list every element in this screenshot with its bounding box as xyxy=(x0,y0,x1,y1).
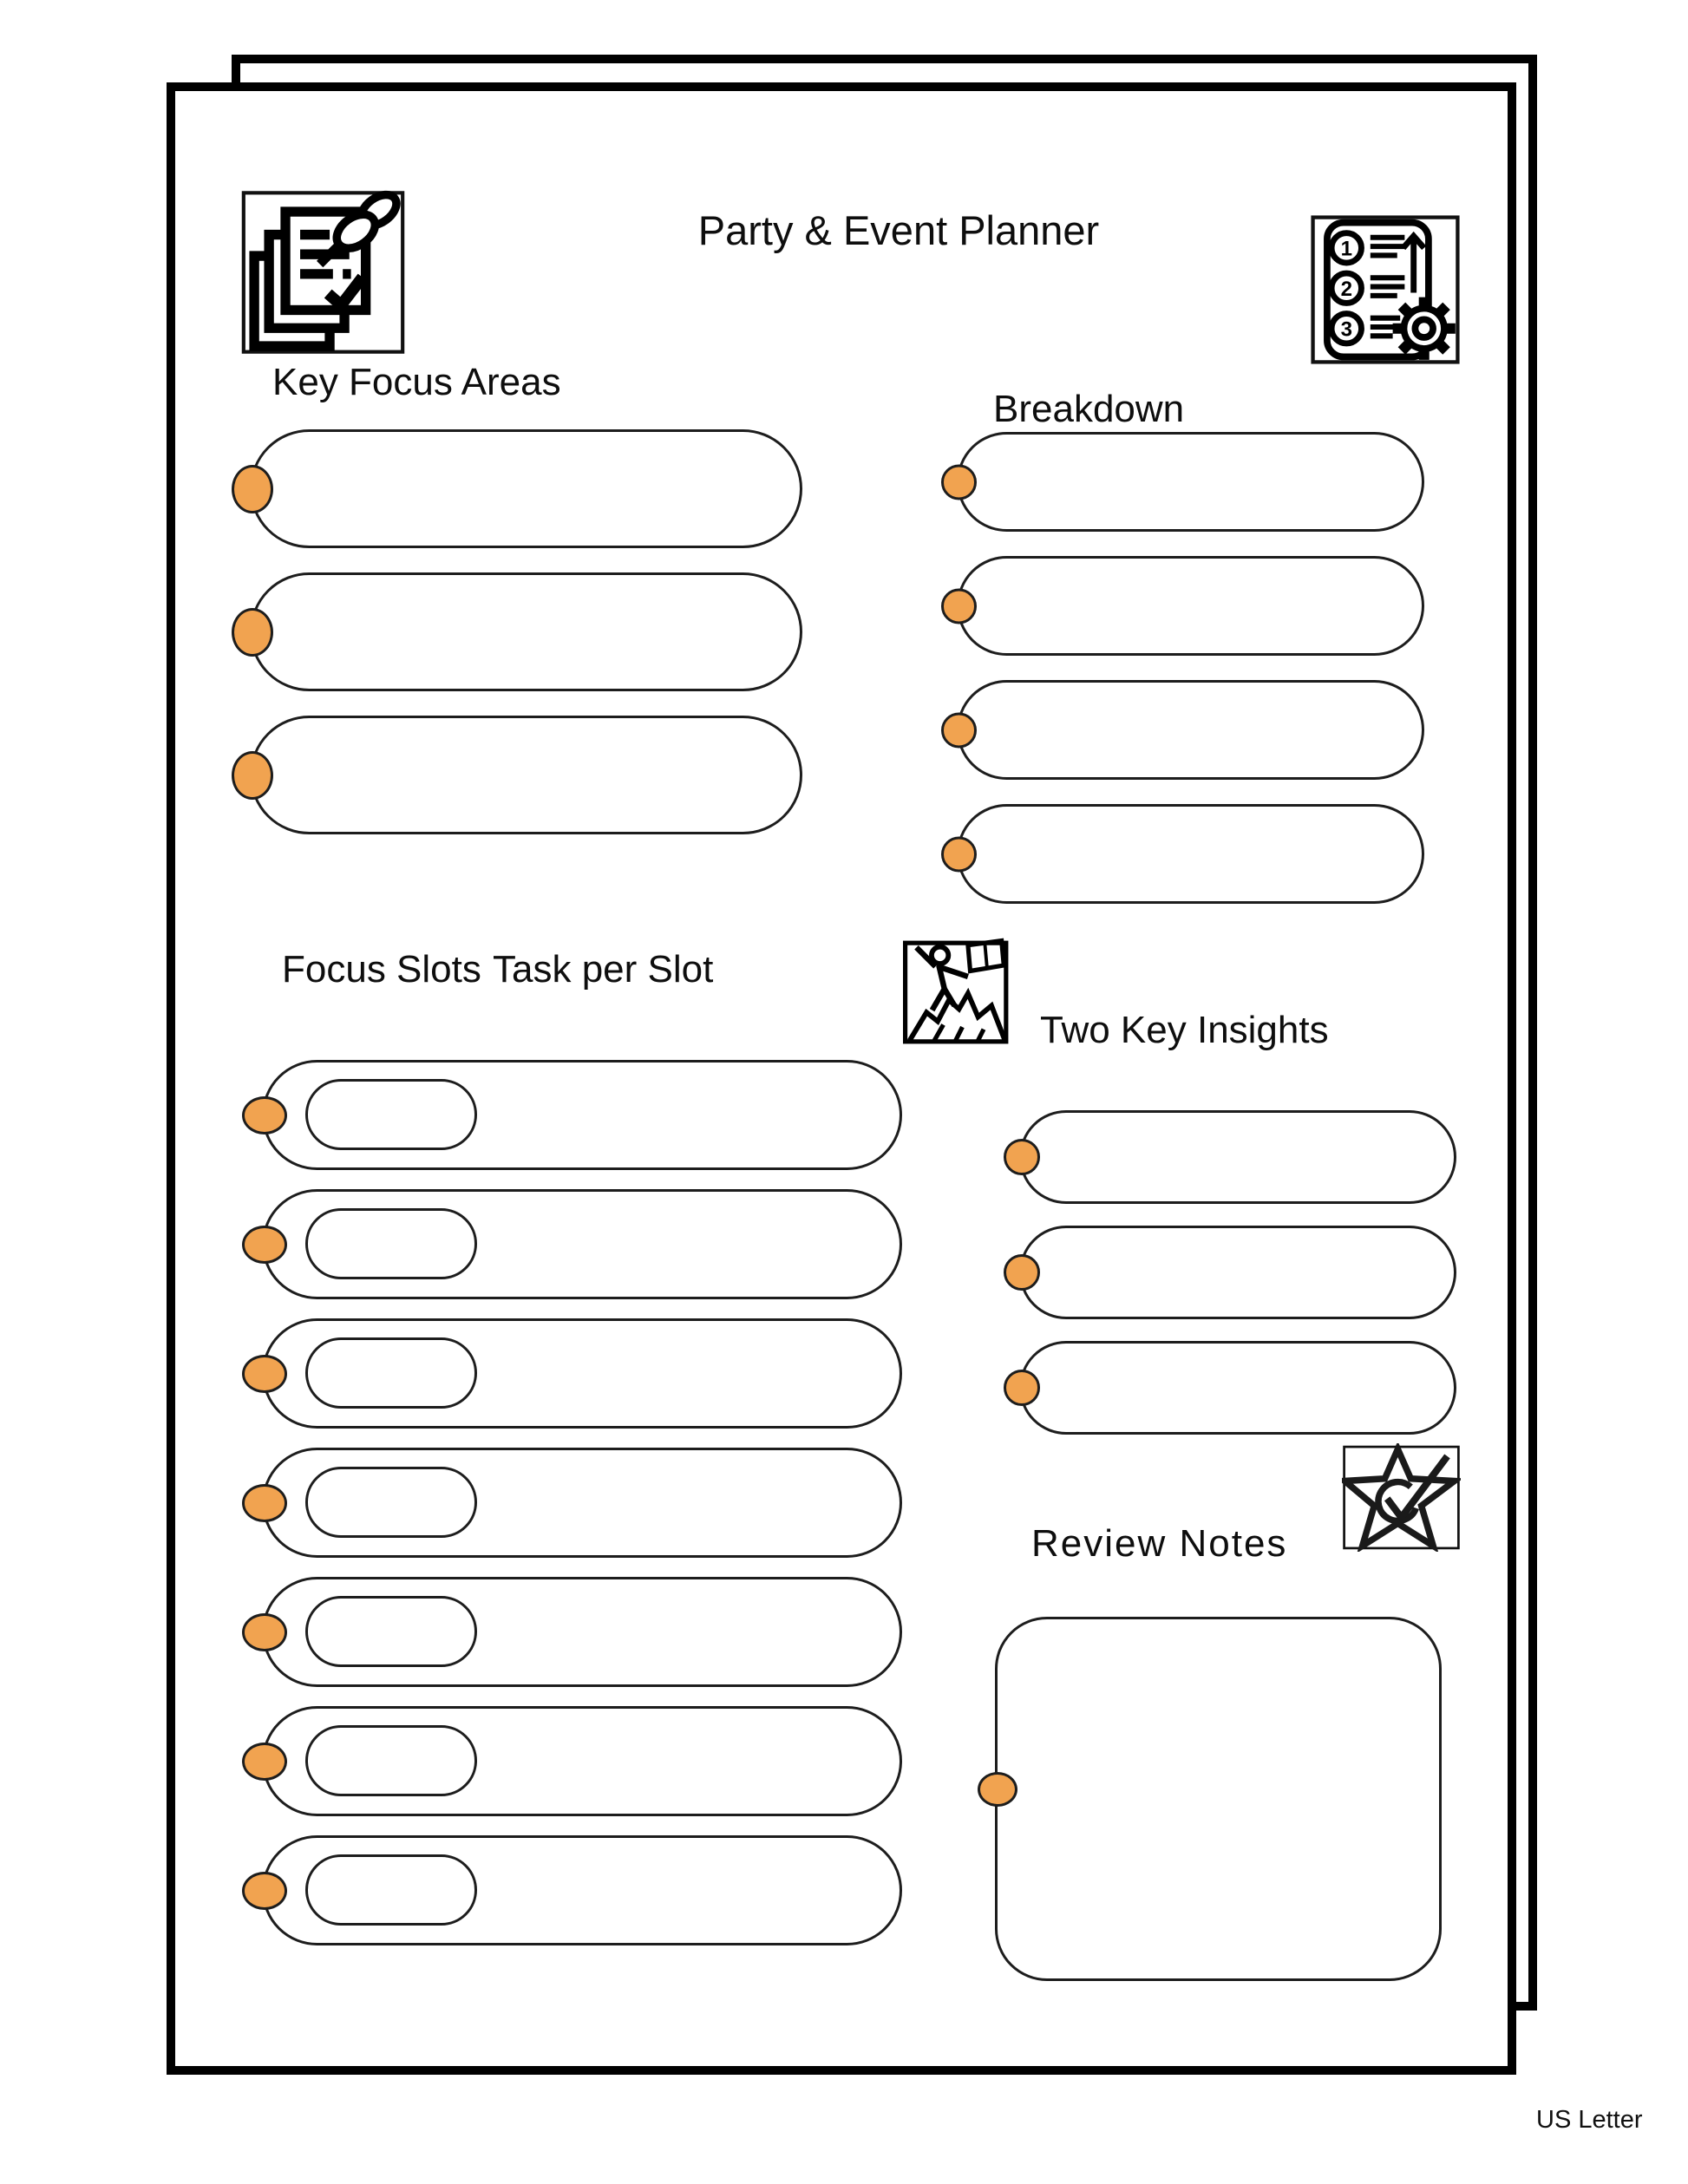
svg-text:2: 2 xyxy=(1340,277,1352,301)
focus-slot-field[interactable] xyxy=(305,1467,477,1538)
numbered-steps-gear-icon xyxy=(1309,215,1462,364)
review-notes-heading: Review Notes xyxy=(1031,1522,1288,1565)
focus-slot-field[interactable] xyxy=(305,1208,477,1279)
bullet-dot xyxy=(242,1743,287,1781)
two-key-insights-heading: Two Key Insights xyxy=(1040,1009,1329,1051)
bullet-dot xyxy=(941,464,977,500)
task-per-slot-field[interactable] xyxy=(262,1060,902,1170)
breakdown-field[interactable] xyxy=(957,680,1424,780)
page-title: Party & Event Planner xyxy=(697,207,1100,253)
focus-slot-field[interactable] xyxy=(305,1725,477,1796)
bullet-dot xyxy=(1004,1370,1040,1406)
bullet-dot xyxy=(941,588,977,624)
task-per-slot-field[interactable] xyxy=(262,1318,902,1429)
breakdown-fields-list xyxy=(957,432,1424,904)
star-check-icon xyxy=(1342,1443,1461,1552)
review-notes-field[interactable] xyxy=(995,1617,1442,1981)
bullet-dot xyxy=(242,1872,287,1910)
task-per-slot-heading: Task per Slot xyxy=(493,948,714,991)
notes-pushpin-icon xyxy=(241,190,405,355)
key-focus-field[interactable] xyxy=(250,429,802,548)
focus-slot-rows xyxy=(262,1060,902,1945)
task-per-slot-field[interactable] xyxy=(262,1706,902,1816)
breakdown-heading: Breakdown xyxy=(993,388,1185,430)
insight-field[interactable] xyxy=(1019,1341,1456,1435)
bullet-dot xyxy=(242,1355,287,1393)
key-focus-fields-list xyxy=(250,429,802,834)
task-per-slot-field[interactable] xyxy=(262,1448,902,1558)
mountain-climber-icon xyxy=(903,936,1011,1049)
bullet-dot xyxy=(242,1484,287,1522)
breakdown-field[interactable] xyxy=(957,556,1424,656)
bullet-dot xyxy=(1004,1254,1040,1291)
bullet-dot xyxy=(242,1613,287,1651)
bullet-dot xyxy=(1004,1139,1040,1175)
focus-slot-field[interactable] xyxy=(305,1596,477,1667)
focus-slot-field[interactable] xyxy=(305,1337,477,1409)
key-focus-field[interactable] xyxy=(250,716,802,834)
task-per-slot-field[interactable] xyxy=(262,1189,902,1299)
focus-slots-heading: Focus Slots xyxy=(282,948,481,991)
paper-size-label: US Letter xyxy=(1536,2106,1643,2134)
focus-slot-field[interactable] xyxy=(305,1854,477,1926)
star-check-icon xyxy=(1342,1443,1461,1552)
bullet-dot xyxy=(242,1226,287,1264)
focus-slot-field[interactable] xyxy=(305,1079,477,1150)
key-focus-areas-heading: Key Focus Areas xyxy=(272,361,561,403)
task-per-slot-field[interactable] xyxy=(262,1577,902,1687)
bullet-dot xyxy=(941,712,977,748)
key-focus-field[interactable] xyxy=(250,572,802,691)
bullet-dot xyxy=(232,465,273,513)
bullet-dot xyxy=(941,836,977,872)
insight-field[interactable] xyxy=(1019,1226,1456,1319)
notes-pushpin-icon xyxy=(241,190,405,355)
svg-text:3: 3 xyxy=(1340,317,1352,342)
front-page-sheet xyxy=(167,82,1516,2075)
mountain-climber-icon xyxy=(903,936,1011,1049)
breakdown-field[interactable] xyxy=(957,804,1424,904)
breakdown-field[interactable] xyxy=(957,432,1424,532)
task-per-slot-field[interactable] xyxy=(262,1835,902,1945)
bullet-dot xyxy=(232,751,273,800)
svg-text:1: 1 xyxy=(1340,237,1352,261)
bullet-dot xyxy=(232,608,273,657)
insight-fields-list xyxy=(1019,1110,1456,1435)
numbered-steps-gear-icon xyxy=(1309,215,1462,364)
bullet-dot xyxy=(242,1096,287,1135)
bullet-dot xyxy=(978,1772,1017,1807)
insight-field[interactable] xyxy=(1019,1110,1456,1204)
